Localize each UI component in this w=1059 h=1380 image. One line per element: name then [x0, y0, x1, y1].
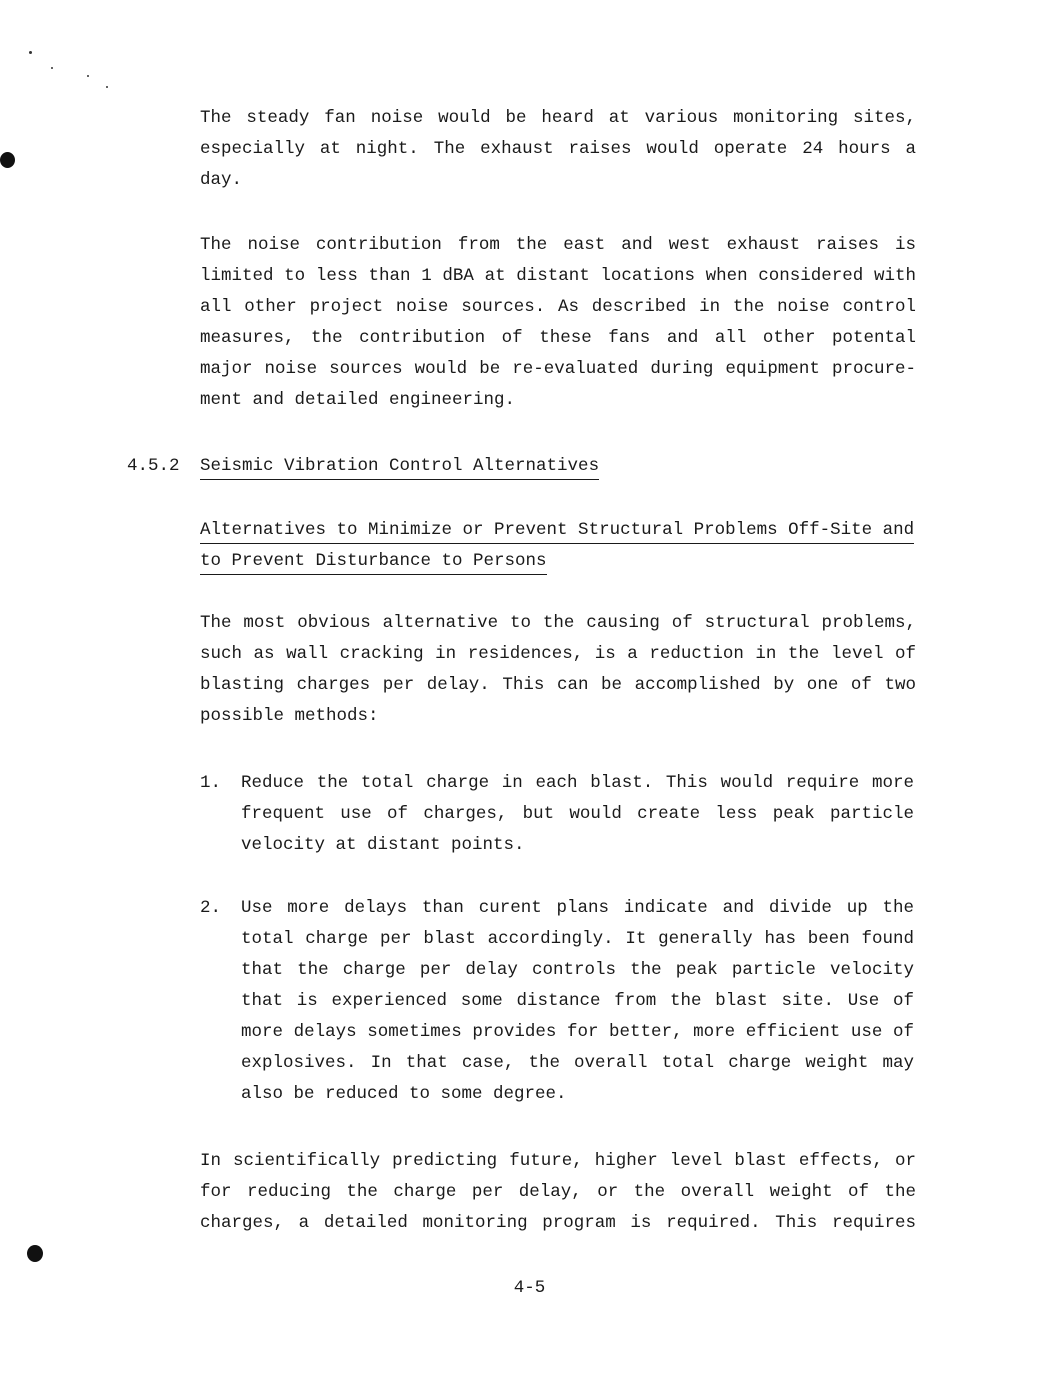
text-line: major noise sources would be re-evaluated during equipment procure-	[200, 359, 916, 379]
text-line: explosives. In that case, the overall total charge weight may	[241, 1053, 914, 1073]
text-line: possible methods:	[200, 706, 379, 726]
text-line: The most obvious alternative to the causing of structural problems,	[200, 613, 916, 633]
text-line: In scientifically predicting future, higher level blast effects, or	[200, 1151, 916, 1171]
text-line: for reducing the charge per delay, or the overall weight of the	[200, 1182, 916, 1202]
paragraph-obvious-alternative	[200, 608, 916, 732]
subheading	[200, 515, 916, 577]
list-item-body	[241, 893, 914, 1110]
page-number: 4-5	[513, 1278, 546, 1298]
punch-hole	[27, 1245, 43, 1262]
scan-speck	[87, 75, 89, 77]
text-line: such as wall cracking in residences, is a reduction in the level of	[200, 644, 916, 664]
text-line: more delays sometimes provides for better, more efficient use of	[241, 1022, 914, 1042]
text-line: all other project noise sources. As described in the noise control	[200, 297, 916, 317]
text-line: that the charge per delay controls the peak particle velocity	[241, 960, 914, 980]
text-line: especially at night. The exhaust raises would operate 24 hours a	[200, 139, 916, 159]
text-line: also be reduced to some degree.	[241, 1084, 567, 1104]
paragraph-noise-contribution	[200, 230, 916, 416]
section-title: Seismic Vibration Control Alternatives	[200, 453, 599, 480]
subheading-line: to Prevent Disturbance to Persons	[200, 548, 547, 575]
text-line: Reduce the total charge in each blast. This would require more	[241, 773, 914, 793]
section-heading	[200, 451, 916, 482]
text-line: measures, the contribution of these fans and all other potental	[200, 328, 916, 348]
list-item-number: 1.	[200, 773, 222, 793]
scan-speck	[29, 51, 32, 54]
scan-speck	[106, 86, 108, 88]
list-item-number: 2.	[200, 898, 222, 918]
text-line: velocity at distant points.	[241, 835, 525, 855]
scan-speck	[51, 67, 53, 69]
text-line: frequent use of charges, but would create less peak particle	[241, 804, 914, 824]
text-line: blasting charges per delay. This can be accomplished by one of two	[200, 675, 916, 695]
punch-hole	[0, 152, 15, 168]
text-line: day.	[200, 170, 243, 190]
section-number: 4.5.2	[127, 456, 180, 476]
subheading-line: Alternatives to Minimize or Prevent Structural Problems Off-Site and	[200, 517, 914, 544]
text-line: Use more delays than curent plans indicate and divide up the	[241, 898, 914, 918]
text-line: The noise contribution from the east and west exhaust raises is	[200, 235, 916, 255]
text-line: ment and detailed engineering.	[200, 390, 516, 410]
paragraph-fan-noise	[200, 103, 916, 196]
text-line: that is experienced some distance from the blast site. Use of	[241, 991, 914, 1011]
paragraph-monitoring-program	[200, 1146, 916, 1239]
text-line: The steady fan noise would be heard at various monitoring sites,	[200, 108, 916, 128]
text-line: total charge per blast accordingly. It generally has been found	[241, 929, 914, 949]
text-line: charges, a detailed monitoring program is required. This requires	[200, 1213, 916, 1233]
list-item-body	[241, 768, 914, 861]
text-line: limited to less than 1 dBA at distant locations when considered with	[200, 266, 916, 286]
